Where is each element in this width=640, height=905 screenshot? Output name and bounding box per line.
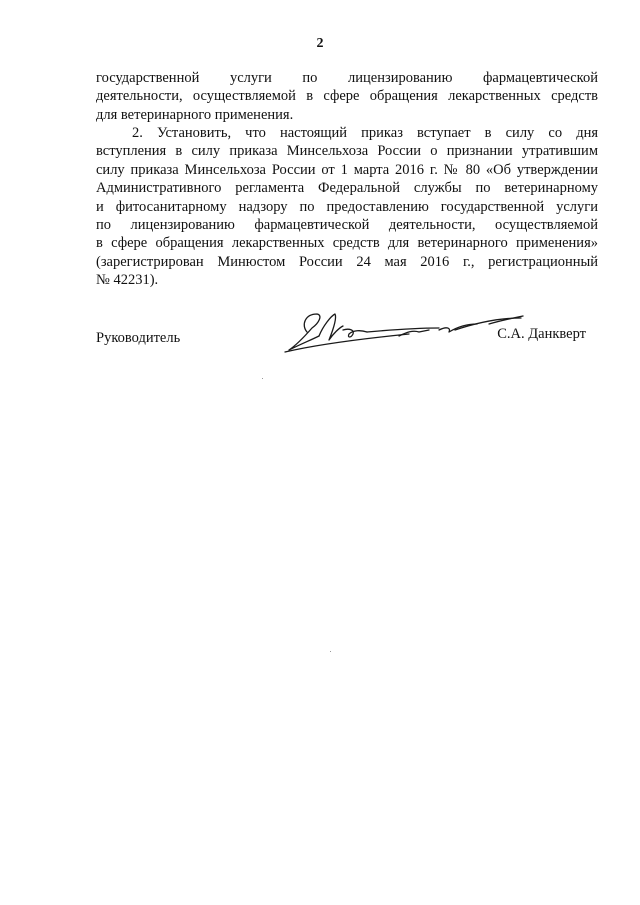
text-line: в сфере обращения лекарственных средств для ветеринарного применения» bbox=[96, 235, 598, 252]
signature-block bbox=[96, 326, 598, 366]
text-line: и фитосанитарному надзору по предоставлению государственной услуги bbox=[96, 198, 598, 215]
handwritten-signature bbox=[279, 308, 529, 358]
text-line: государственной услуги по лицензированию фармацевтической bbox=[96, 70, 598, 86]
text-line: 2. Установить, что настоящий приказ вступает в силу со дня bbox=[132, 125, 598, 141]
signer-name: С.А. Данкверт bbox=[497, 326, 586, 342]
text-line: № 42231). bbox=[96, 272, 159, 289]
paragraph-continuation bbox=[96, 69, 598, 124]
text-line: Административного регламента Федеральной службы по ветеринарному bbox=[96, 180, 598, 197]
signer-position: Руководитель bbox=[96, 330, 181, 346]
text-line: (зарегистрирован Минюстом России 24 мая 2016 г., регистрационный bbox=[96, 253, 598, 270]
scan-speck bbox=[262, 378, 263, 379]
page-number: 2 bbox=[316, 36, 324, 51]
text-line: силу приказа Минсельхоза России от 1 марта 2016 г. № 80 «Об утверждении bbox=[96, 161, 598, 178]
text-line: деятельности, осуществляемой в сфере обращения лекарственных средств bbox=[96, 88, 598, 105]
text-line: по лицензированию фармацевтической деятельности, осуществляемой bbox=[96, 217, 598, 234]
paragraph-item-2 bbox=[96, 124, 598, 290]
scan-speck bbox=[330, 651, 331, 652]
text-line: вступления в силу приказа Минсельхоза России о признании утратившим bbox=[96, 143, 598, 160]
text-line: для ветеринарного применения. bbox=[96, 106, 294, 123]
